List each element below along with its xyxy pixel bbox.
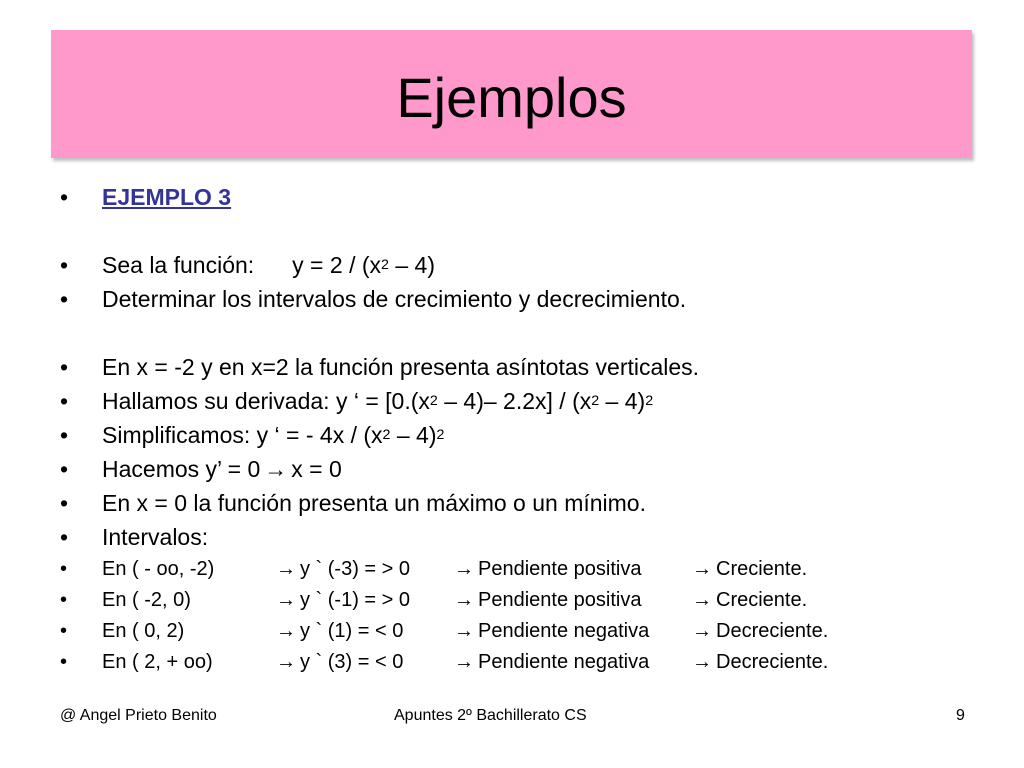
arrow-icon: → [692,589,712,611]
arrow-icon: → [692,558,712,580]
arrow-icon: → [264,456,288,482]
derivative-value: y ` (-3) = > 0 [300,558,411,580]
bullet-asintotas [60,350,1000,384]
bullet-icon: • [60,422,69,448]
bullet-intervalos [60,520,1000,554]
slide-body [60,180,1000,678]
interval-row [60,616,1000,647]
bullet-icon: • [60,388,69,414]
bullet-icon: • [60,524,69,550]
bullet-icon: • [60,620,68,642]
bullet-icon: • [60,286,69,312]
arrow-icon: → [276,558,296,580]
spacer [60,316,1000,350]
bullet-funcion [60,248,1000,282]
arrow-icon: → [276,589,296,611]
slope-label: Pendiente negativa [478,620,650,642]
bullet-hacemos [60,452,1000,486]
spacer [60,214,1000,248]
interval-row [60,585,1000,616]
interval-range: En ( 2, + oo) [102,651,213,673]
monotonic-result: Decreciente. [716,620,829,642]
slope-label: Pendiente negativa [478,651,650,673]
bullet-simplificamos [60,418,1000,452]
slide-title: Ejemplos [396,66,627,129]
bullet-icon: • [60,490,69,516]
bullet-icon: • [60,456,69,482]
interval-range: En ( - oo, -2) [102,558,215,580]
interval-range: En ( 0, 2) [102,620,185,642]
monotonic-result: Creciente. [716,589,808,611]
funcion-text [102,248,435,286]
asintotas-text: En x = -2 y en x=2 la función presenta asíntotas verticales. [102,354,700,380]
hacemos-text: Hacemos y’ = 0 → x = 0 [102,456,342,482]
slope-label: Pendiente positiva [478,558,642,580]
interval-row [60,647,1000,678]
monotonic-result: Decreciente. [716,651,829,673]
arrow-icon: → [692,651,712,673]
derivative-value: y ` (1) = < 0 [300,620,404,642]
derivada-text: Hallamos su derivada: y ‘ = [$0.(x^2 - 4)-$ $2.2x] / (x^2 - 4)^2$ [102,388,654,414]
footer-author: @ Angel Prieto Benito [60,707,217,724]
bullet-icon: • [60,651,68,673]
simplificamos-text: Simplificamos: y ‘ = - $4x / (x^2 - 4)^2$ [102,422,445,448]
footer-page-number: 9 [956,707,965,724]
bullet-icon: • [60,589,68,611]
arrow-icon: → [454,589,474,611]
funcion-label: Sea la función: [102,252,255,278]
example-heading: EJEMPLO 3 [102,184,232,210]
bullet-icon: • [60,354,69,380]
arrow-icon: → [454,558,474,580]
arrow-icon: → [276,651,296,673]
interval-row [60,554,1000,585]
funcion-formula: $y = 2 / (x^2 - 4)$ [292,252,435,278]
determinar-text: Determinar los intervalos de crecimiento y decrecimiento. [102,286,687,312]
interval-range: En ( -2, 0) [102,589,191,611]
bullet-icon: • [60,558,68,580]
derivative-value: y ` (-1) = > 0 [300,589,411,611]
slope-label: Pendiente positiva [478,589,642,611]
arrow-icon: → [276,620,296,642]
intervalos-text: Intervalos: [102,524,209,550]
footer-course: Apuntes 2º Bachillerato CS [394,707,587,724]
bullet-icon: • [60,252,69,278]
monotonic-result: Creciente. [716,558,808,580]
bullet-maximo [60,486,1000,520]
bullet-icon: • [60,184,69,210]
arrow-icon: → [692,620,712,642]
arrow-icon: → [454,620,474,642]
bullet-determinar [60,282,1000,316]
bullet-heading [60,180,1000,214]
derivative-value: y ` (3) = < 0 [300,651,404,673]
title-banner [51,30,972,158]
maximo-text: En x = 0 la función presenta un máximo o un mínimo. [102,490,646,516]
arrow-icon: → [454,651,474,673]
bullet-derivada [60,384,1000,418]
